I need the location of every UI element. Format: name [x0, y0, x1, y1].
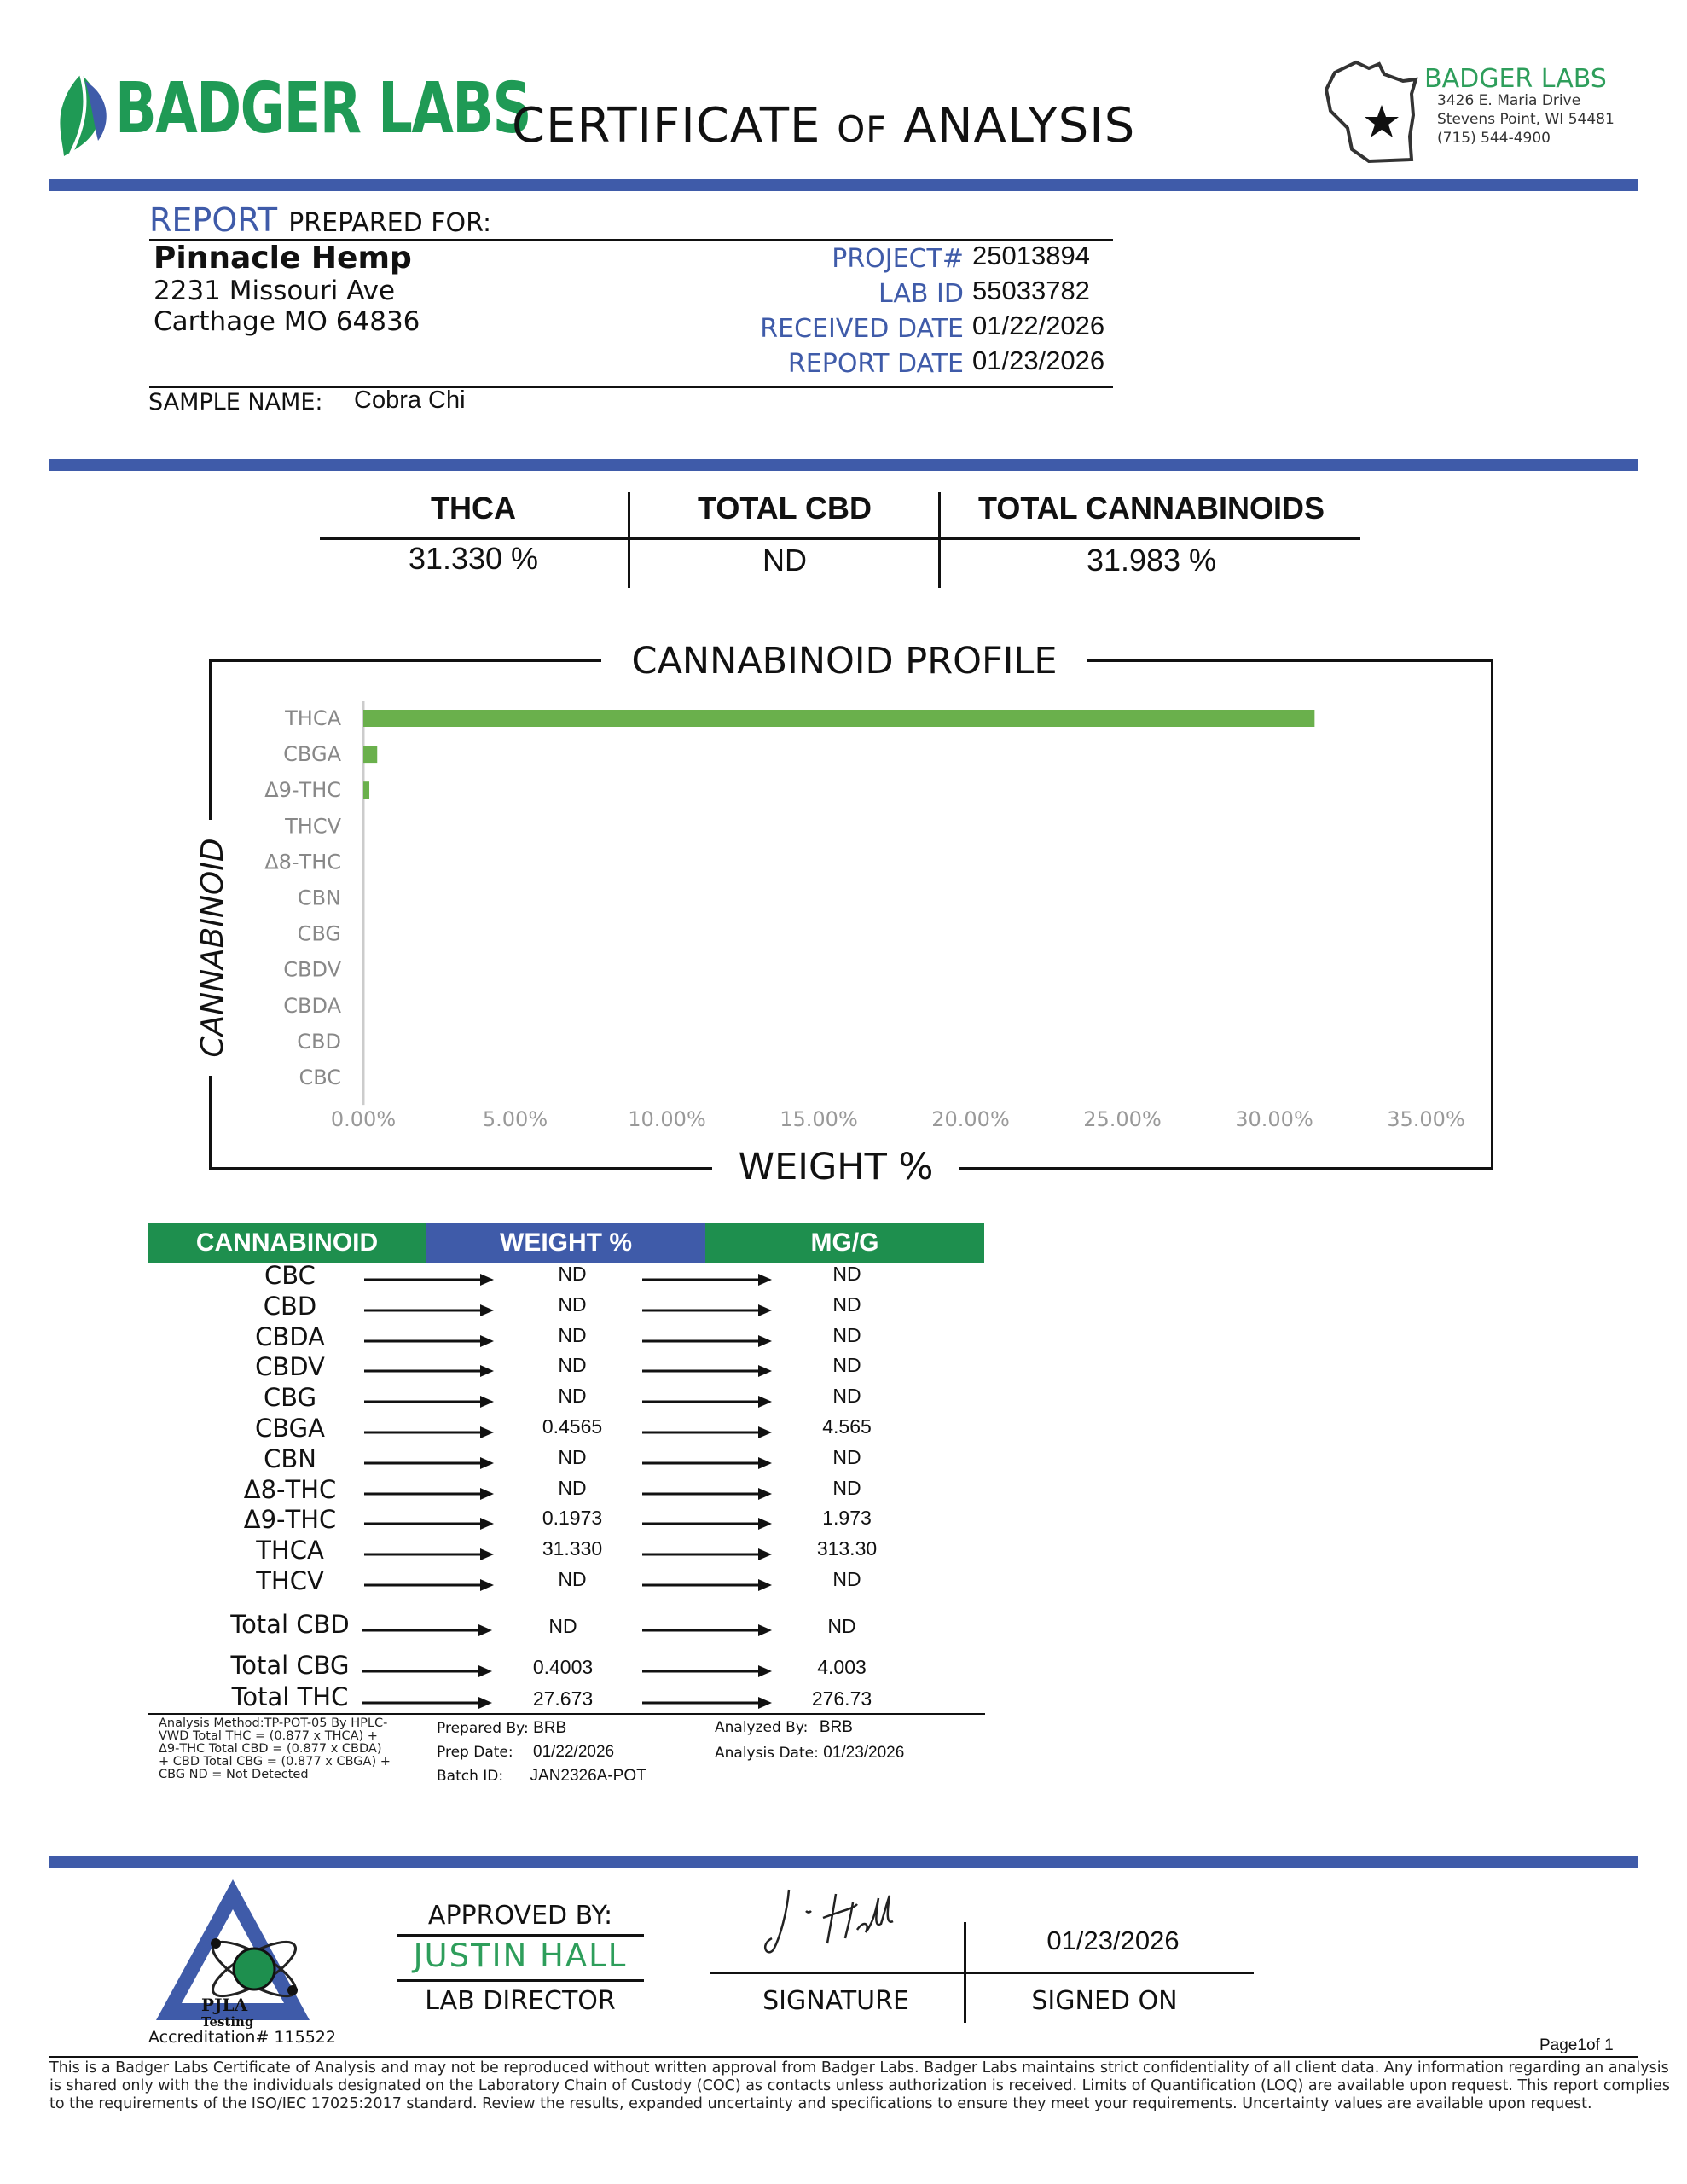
table-row-mgg: ND: [832, 1354, 861, 1377]
chart-category-label: CBDA: [283, 993, 341, 1018]
badger-labs-logo: [47, 68, 530, 162]
chart-category-label: CBC: [299, 1066, 341, 1089]
pjla-subtext: Testing: [201, 2014, 254, 2030]
table-header-mgg: MG/G: [705, 1223, 984, 1263]
table-row-weight: ND: [558, 1385, 587, 1408]
prepared-by: [437, 1716, 646, 1788]
chart-x-tick-label: 20.00%: [931, 1107, 1010, 1131]
table-row-name: CBC: [264, 1261, 316, 1290]
report-date-value: 01/23/2026: [972, 346, 1105, 375]
arrow-icon: [642, 1393, 772, 1410]
prep-date-label: Prep Date:: [437, 1744, 513, 1761]
table-total-mgg: 276.73: [811, 1687, 872, 1710]
summary-cbd-label: TOTAL CBD: [698, 491, 872, 526]
lab-address: [1437, 91, 1615, 148]
arrow-icon: [364, 1455, 494, 1472]
arrow-icon: [362, 1622, 492, 1639]
table-row-mgg: ND: [832, 1323, 861, 1346]
summary-divider-1: [628, 492, 630, 588]
analyzed-by-value: BRB: [819, 1718, 853, 1736]
legal-disclaimer: This is a Badger Labs Certificate of Analysis and may not be reproduced without written approval from Badger Labs. Badger Labs maintains strict confidentiality of all client data. Any information regarding an analysis is shared only with the the individuals designated on the Laboratory Chain of Custody (COC) as contacts unless authorization is received. Limits of Quantification (LOQ) are available upon request. This report complies to the requirements of the ISO/IEC 17025:2017 standard. Review the results, expanded uncertainty and specifications to ensure they meet your requirements. Uncertainty values are available upon request.: [49, 2059, 1670, 2112]
table-row-weight: ND: [558, 1568, 587, 1590]
chart-category-label: CBG: [297, 921, 341, 946]
table-total-name: Total CBD: [230, 1610, 350, 1639]
table-row-weight: ND: [558, 1354, 587, 1377]
title-word-of: OF: [837, 108, 888, 150]
table-row-name: CBN: [264, 1443, 316, 1473]
sample-name-label: SAMPLE NAME:: [148, 389, 323, 415]
report-heading: [149, 201, 491, 239]
report-divider: [49, 459, 1638, 471]
labid-label: LAB ID: [878, 279, 964, 309]
chart-category-label: THCV: [285, 814, 341, 839]
approver-title: LAB DIRECTOR: [425, 1986, 616, 2016]
chart-category-label: Δ8-THC: [264, 850, 341, 874]
project-label: PROJECT#: [832, 244, 964, 274]
approver-name: JUSTIN HALL: [413, 1937, 628, 1974]
batch-id-label: Batch ID:: [437, 1768, 504, 1785]
table-row-name: THCA: [256, 1536, 324, 1565]
table-row-name: Δ8-THC: [243, 1474, 337, 1504]
arrow-icon: [642, 1515, 772, 1532]
analysis-date-label: Analysis Date:: [715, 1745, 819, 1762]
table-row-name: CBDV: [255, 1352, 325, 1382]
arrow-icon: [364, 1271, 494, 1288]
chart-category-label: CBGA: [283, 742, 341, 767]
lab-name: BADGER LABS: [1424, 64, 1607, 94]
signature-divider: [964, 1922, 966, 2023]
signed-on-date: 01/23/2026: [1046, 1926, 1180, 1955]
chart-category-label: CBN: [297, 886, 341, 910]
table-total-name: Total THC: [231, 1682, 349, 1711]
summary-total-label: TOTAL CANNABINOIDS: [977, 491, 1325, 526]
summary-thca-label: THCA: [431, 491, 516, 526]
prepared-by-value: BRB: [533, 1719, 567, 1737]
summary-thca-value: 31.330 %: [408, 541, 539, 576]
title-word-analysis: ANALYSIS: [903, 98, 1136, 154]
table-row-mgg: ND: [832, 1476, 861, 1499]
chart-category-label: CBDV: [283, 957, 341, 982]
arrow-icon: [362, 1694, 492, 1711]
chart-category-label: THCA: [285, 706, 341, 730]
arrow-icon: [364, 1302, 494, 1319]
lab-address-line2: Stevens Point, WI 54481: [1437, 111, 1615, 128]
table-total-weight: 0.4003: [532, 1656, 594, 1678]
arrow-icon: [364, 1393, 494, 1410]
lab-address-line1: 3426 E. Maria Drive: [1437, 92, 1581, 109]
table-row-weight: ND: [558, 1323, 587, 1346]
arrow-icon: [642, 1663, 772, 1680]
summary-cbd-value: ND: [762, 543, 807, 578]
report-date-label: REPORT DATE: [787, 349, 964, 379]
arrow-icon: [364, 1485, 494, 1502]
table-total-mgg: ND: [827, 1615, 856, 1637]
arrow-icon: [642, 1694, 772, 1711]
arrow-icon: [642, 1302, 772, 1319]
table-total-weight: ND: [548, 1615, 577, 1637]
chart-frame: [209, 659, 1493, 1170]
table-row-mgg: ND: [832, 1568, 861, 1590]
table-row-weight: 0.1973: [542, 1507, 603, 1530]
chart-y-axis-label: CANNABINOID: [187, 820, 240, 1076]
approval-divider: [49, 1856, 1638, 1868]
table-row-weight: ND: [558, 1263, 587, 1285]
labid-value: 55033782: [972, 276, 1090, 305]
table-total-mgg: 4.003: [817, 1656, 867, 1678]
signature-rule: [710, 1972, 1254, 1974]
signature-label: SIGNATURE: [762, 1986, 909, 2016]
page-number: Page1of 1: [1539, 2036, 1614, 2054]
client-address2: Carthage MO 64836: [154, 306, 420, 337]
report-label: REPORT: [149, 201, 278, 239]
leaf-logo-icon: [47, 73, 113, 158]
prepared-by-label: Prepared By:: [437, 1720, 529, 1737]
analyzed-by-label: Analyzed By:: [715, 1719, 809, 1736]
approver-bottom-rule: [397, 1979, 644, 1982]
table-row-name: CBG: [263, 1383, 317, 1413]
table-row-mgg: 313.30: [816, 1537, 878, 1560]
prep-date-value: 01/22/2026: [533, 1743, 615, 1761]
title-word-certificate: CERTIFICATE: [512, 98, 821, 154]
table-row-weight: ND: [558, 1445, 587, 1468]
table-row-weight: ND: [558, 1476, 587, 1499]
table-header-weight: WEIGHT %: [426, 1223, 705, 1263]
signed-on-label: SIGNED ON: [1031, 1986, 1178, 2016]
chart-x-tick-label: 10.00%: [628, 1107, 706, 1131]
prepared-for-label: PREPARED FOR:: [288, 208, 492, 238]
chart-x-tick-label: 5.00%: [482, 1107, 548, 1131]
batch-id-value: JAN2326A-POT: [530, 1767, 646, 1785]
accreditation-number: Accreditation# 115522: [148, 2028, 336, 2047]
table-row-weight: ND: [558, 1292, 587, 1316]
footer-rule: [49, 2056, 1638, 2058]
chart-x-tick-label: 35.00%: [1387, 1107, 1465, 1131]
analysis-date-value: 01/23/2026: [823, 1744, 905, 1762]
chart-x-tick-label: 25.00%: [1083, 1107, 1162, 1131]
chart-title: CANNABINOID PROFILE: [601, 636, 1087, 692]
table-row-mgg: 1.973: [822, 1507, 872, 1530]
chart-category-label: Δ9-THC: [264, 778, 341, 803]
arrow-icon: [362, 1663, 492, 1680]
sample-name-value: Cobra Chi: [354, 386, 466, 414]
received-date-value: 01/22/2026: [972, 311, 1105, 340]
arrow-icon: [364, 1333, 494, 1350]
wisconsin-map-icon: [1318, 55, 1429, 166]
table-row-name: CBDA: [255, 1321, 325, 1351]
table-row-name: CBGA: [255, 1414, 325, 1443]
arrow-icon: [642, 1362, 772, 1380]
table-row-name: Δ9-THC: [243, 1505, 337, 1535]
table-row-mgg: 4.565: [822, 1415, 872, 1438]
lab-phone: (715) 544-4900: [1437, 130, 1551, 147]
table-row-mgg: ND: [832, 1445, 861, 1468]
table-row-name: CBD: [263, 1291, 317, 1321]
arrow-icon: [642, 1485, 772, 1502]
document-title: [512, 98, 1135, 154]
summary-total-value: 31.983 %: [1086, 543, 1217, 578]
project-value: 25013894: [972, 241, 1090, 270]
logo-wordmark: BADGER LABS: [115, 68, 530, 149]
client-address1: 2231 Missouri Ave: [154, 276, 396, 306]
table-row-weight: 0.4565: [542, 1415, 603, 1438]
approver-top-rule: [397, 1934, 644, 1937]
analyzed-by: [715, 1715, 904, 1766]
chart-x-axis-label: WEIGHT %: [712, 1143, 959, 1194]
chart-x-tick-label: 30.00%: [1235, 1107, 1313, 1131]
arrow-icon: [364, 1546, 494, 1563]
table-total-weight: 27.673: [532, 1687, 594, 1710]
chart-category-label: CBD: [297, 1029, 341, 1054]
analysis-method-note: Analysis Method:TP-POT-05 By HPLC-VWD Total THC = (0.877 x THCA) + Δ9-THC Total CBD = (0.877 x CBDA) + CBD Total CBG = (0.877 x CBGA) + CBG ND = Not Detected: [159, 1716, 391, 1781]
table-header-cannabinoid: CANNABINOID: [148, 1223, 426, 1263]
summary-divider-2: [938, 492, 941, 588]
arrow-icon: [642, 1333, 772, 1350]
arrow-icon: [642, 1455, 772, 1472]
chart-x-tick-label: 0.00%: [330, 1107, 397, 1131]
table-row-mgg: ND: [832, 1385, 861, 1408]
received-date-label: RECEIVED DATE: [760, 314, 964, 344]
arrow-icon: [364, 1515, 494, 1532]
arrow-icon: [642, 1271, 772, 1288]
report-bottom-rule: [149, 386, 1113, 388]
table-row-weight: 31.330: [542, 1537, 603, 1560]
arrow-icon: [364, 1362, 494, 1380]
approved-by-label: APPROVED BY:: [427, 1901, 613, 1931]
client-name: Pinnacle Hemp: [154, 241, 412, 276]
header-divider: [49, 179, 1638, 191]
summary-rule: [320, 537, 1360, 540]
arrow-icon: [364, 1577, 494, 1594]
signature-image: [755, 1877, 942, 1971]
client-block: [154, 241, 420, 337]
arrow-icon: [364, 1424, 494, 1441]
arrow-icon: [642, 1622, 772, 1639]
table-row-name: THCV: [256, 1566, 324, 1595]
table-row-mgg: ND: [832, 1263, 861, 1285]
table-row-mgg: ND: [832, 1292, 861, 1316]
chart-x-tick-label: 15.00%: [780, 1107, 858, 1131]
pjla-text: PJLA: [201, 1995, 248, 2015]
arrow-icon: [642, 1577, 772, 1594]
arrow-icon: [642, 1546, 772, 1563]
arrow-icon: [642, 1424, 772, 1441]
table-total-name: Total CBG: [230, 1651, 350, 1680]
